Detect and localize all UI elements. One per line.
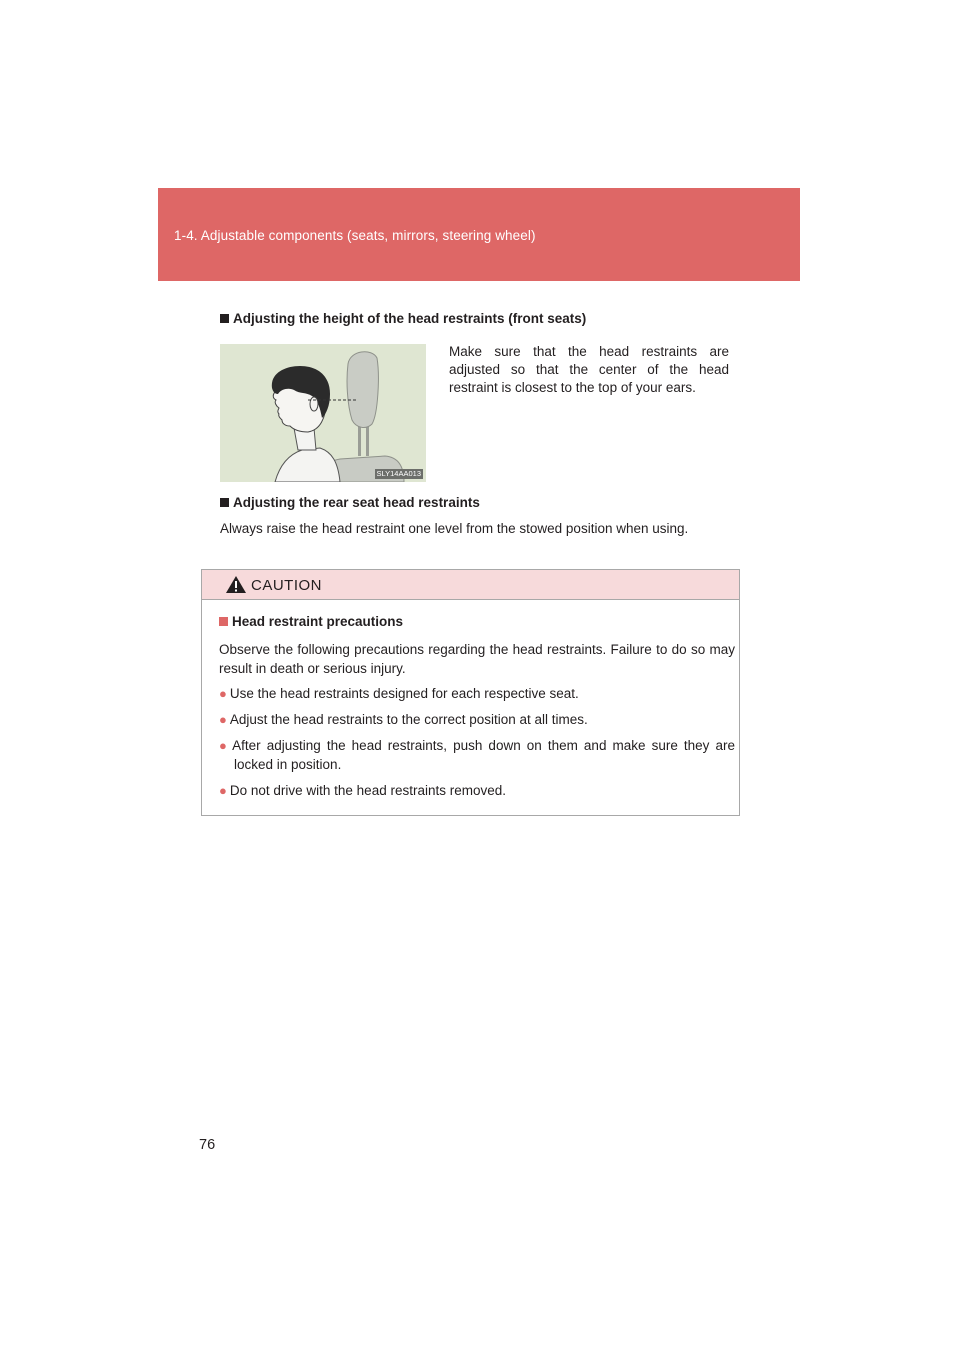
section-heading-rear-text: Adjusting the rear seat head restraints	[233, 495, 480, 510]
square-bullet-icon	[220, 314, 229, 323]
square-bullet-icon	[219, 617, 228, 626]
rear-restraint-instruction: Always raise the head restraint one level from the stowed position when using.	[220, 521, 689, 536]
caution-item-text: Adjust the head restraints to the correct position at all times.	[229, 712, 588, 727]
caution-title: CAUTION	[251, 577, 322, 594]
bullet-dot-icon: ●	[219, 686, 227, 701]
header-band	[158, 188, 800, 281]
front-restraint-instruction: Make sure that the head restraints are adjusted so that the center of the head restraint is closest to the top of your ears.	[449, 344, 729, 395]
section-heading-front-text: Adjusting the height of the head restraints (front seats)	[233, 311, 587, 326]
caution-subheading-text: Head restraint precautions	[232, 614, 404, 629]
caution-header	[202, 570, 739, 600]
caution-item-text: Use the head restraints designed for each respective seat.	[229, 686, 579, 701]
bullet-dot-icon: ●	[219, 783, 227, 798]
head-restraint-illustration	[220, 344, 426, 482]
warning-triangle-icon	[225, 575, 247, 594]
caution-item	[219, 684, 735, 703]
caution-box	[201, 569, 740, 816]
figure-code: SLY14AA013	[376, 469, 421, 478]
bullet-dot-icon: ●	[219, 712, 227, 727]
section-title: 1-4. Adjustable components (seats, mirrors, steering wheel)	[174, 228, 536, 243]
head-restraint-figure	[220, 344, 426, 482]
section-heading-front	[220, 311, 586, 326]
caution-intro: Observe the following precautions regarding the head restraints. Failure to do so may result in death or serious injury.	[219, 642, 735, 676]
caution-item-text: Do not drive with the head restraints removed.	[229, 783, 506, 798]
page-number: 76	[199, 1137, 216, 1153]
caution-item	[219, 710, 735, 729]
bullet-dot-icon: ●	[219, 738, 230, 753]
caution-subheading	[219, 614, 403, 629]
square-bullet-icon	[220, 498, 229, 507]
caution-item	[219, 736, 735, 774]
section-heading-rear	[220, 495, 480, 510]
caution-item-text: After adjusting the head restraints, push down on them and make sure they are locked in position.	[232, 738, 735, 772]
caution-item	[219, 781, 735, 800]
